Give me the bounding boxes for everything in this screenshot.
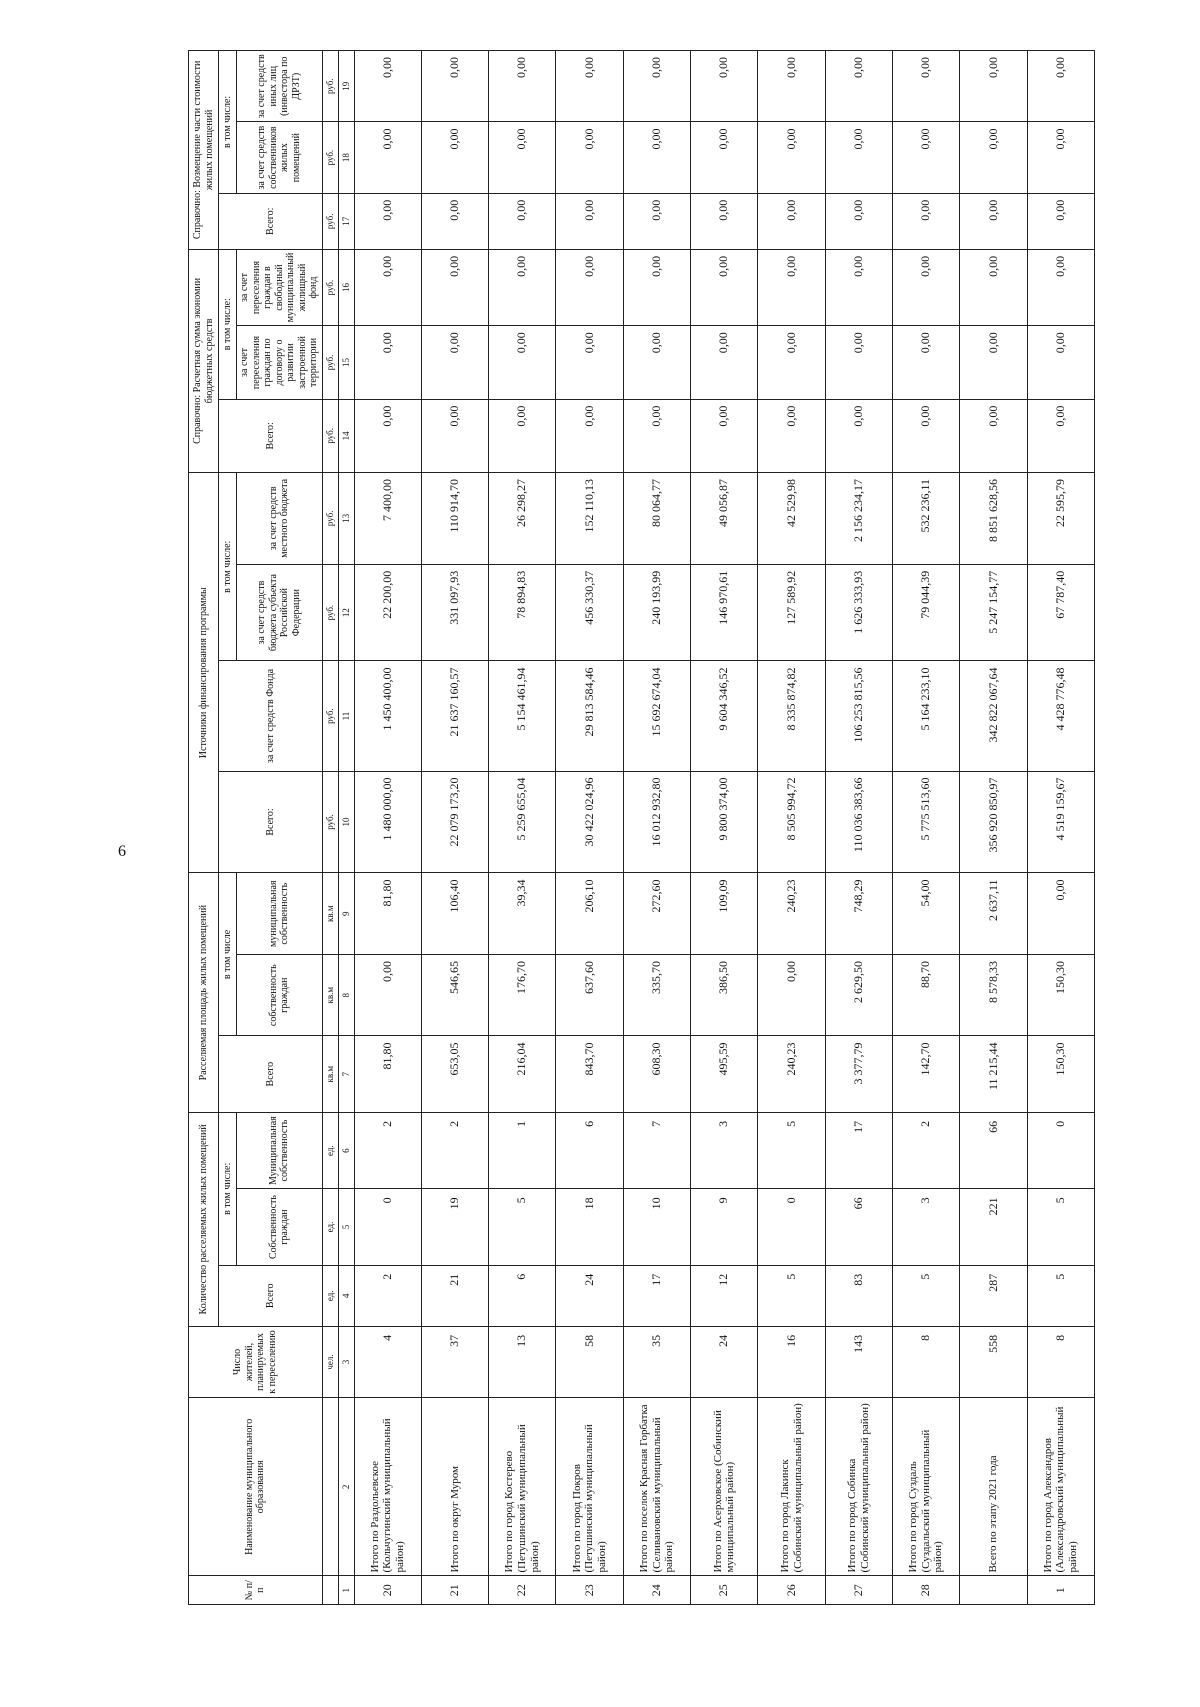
header-count-group: Количество расселяемых жилых помещений [189,1112,219,1326]
cell-fin-local: 49 056,87 [691,472,758,564]
header-fund: за счет средств Фонда [219,661,323,771]
cell-eco-dev: 0,00 [354,326,421,399]
cell-fin-local: 110 914,70 [421,472,488,564]
column-number-cell: 4 [338,1265,354,1326]
cell-comp-total: 0,00 [758,193,825,249]
header-count-citizens: Собственность граждан [237,1189,323,1265]
cell-no: 21 [421,1576,488,1605]
cell-no [960,1576,1027,1605]
cell-name: Итого по Раздольевское (Кольчугинский муниципальный район) [354,1398,421,1576]
unit-cell: кв.м [322,954,338,1036]
cell-cnt-total: 5 [758,1265,825,1326]
cell-fin-total: 5 775 513,60 [893,771,960,873]
header-comp-incl: в том числе: [219,51,237,194]
cell-comp-other: 0,00 [825,51,892,122]
cell-fin-fund: 8 335 874,82 [758,661,825,771]
cell-fin-subj: 331 097,93 [421,564,488,661]
unit-cell: руб. [322,122,338,193]
cell-no: 28 [893,1576,960,1605]
cell-area-cit: 0,00 [354,954,421,1036]
cell-comp-own: 0,00 [960,122,1027,193]
column-number-cell: 8 [338,954,354,1036]
cell-cnt-mun: 2 [893,1112,960,1188]
column-number-cell: 2 [338,1398,354,1576]
cell-eco-total: 0,00 [758,399,825,472]
header-comp-total: Всего: [219,193,323,249]
cell-cnt-mun: 66 [960,1112,1027,1188]
cell-fin-subj: 1 626 333,93 [825,564,892,661]
cell-fin-fund: 342 822 067,64 [960,661,1027,771]
cell-comp-total: 0,00 [825,193,892,249]
cell-eco-dev: 0,00 [691,326,758,399]
unit-cell: ед. [322,1189,338,1265]
cell-cnt-total: 83 [825,1265,892,1326]
cell-name: Всего по этапу 2021 года [960,1398,1027,1576]
header-econ-development: за счет переселения граждан по договору о развитии застроенной территории [237,326,323,399]
header-name: Наименование муниципального образования [189,1398,323,1576]
header-area-municipal: муниципальная собственность [237,873,323,955]
cell-fin-local: 532 236,11 [893,472,960,564]
unit-cell: руб. [322,51,338,122]
cell-no: 1 [1027,1576,1094,1605]
cell-fin-fund: 29 813 584,46 [556,661,623,771]
column-number-cell: 14 [338,399,354,472]
header-subject-budget: за счет средств бюджета субъекта Российской Федерации [237,564,323,661]
cell-fin-subj: 78 894,83 [489,564,556,661]
header-area-citizens: собственность граждан [237,954,323,1036]
header-residents: Число жителей, планируемых к переселению [189,1326,323,1397]
cell-cnt-total: 5 [1027,1265,1094,1326]
table-row [421,51,488,1605]
cell-fin-fund: 5 164 233,10 [893,661,960,771]
cell-fin-local: 26 298,27 [489,472,556,564]
cell-fin-subj: 22 200,00 [354,564,421,661]
cell-eco-free: 0,00 [960,249,1027,325]
cell-fin-local: 22 595,79 [1027,472,1094,564]
cell-area-total: 142,70 [893,1036,960,1112]
cell-residents: 13 [489,1326,556,1397]
cell-eco-total: 0,00 [623,399,690,472]
cell-cnt-total: 24 [556,1265,623,1326]
header-finance-total: Всего: [219,771,323,873]
cell-area-cit: 8 578,33 [960,954,1027,1036]
cell-comp-own: 0,00 [1027,122,1094,193]
resettlement-table [188,50,1095,1605]
cell-eco-free: 0,00 [825,249,892,325]
cell-area-total: 3 377,79 [825,1036,892,1112]
cell-area-mun: 106,40 [421,873,488,955]
cell-comp-other: 0,00 [556,51,623,122]
cell-comp-total: 0,00 [691,193,758,249]
cell-fin-subj: 456 330,37 [556,564,623,661]
table-row [354,51,421,1605]
cell-fin-local: 7 400,00 [354,472,421,564]
cell-fin-subj: 5 247 154,77 [960,564,1027,661]
header-econ-free-fund: за счет переселения граждан в свободный муниципальный жилищный фонд [237,249,323,325]
header-count-incl: в том числе: [219,1112,237,1265]
unit-cell: руб. [322,193,338,249]
cell-fin-total: 22 079 173,20 [421,771,488,873]
cell-area-total: 81,80 [354,1036,421,1112]
column-number-cell: 16 [338,249,354,325]
column-number-cell: 7 [338,1036,354,1112]
column-number-cell: 5 [338,1189,354,1265]
table-body [354,51,1095,1605]
header-economy-incl: в том числе: [219,249,237,399]
cell-cnt-mun: 2 [421,1112,488,1188]
cell-eco-free: 0,00 [691,249,758,325]
column-number-cell: 3 [338,1326,354,1397]
cell-comp-own: 0,00 [758,122,825,193]
cell-comp-other: 0,00 [960,51,1027,122]
page-number: 6 [118,843,126,860]
unit-cell: чел. [322,1326,338,1397]
cell-fin-local: 42 529,98 [758,472,825,564]
header-economy-total: Всего: [219,399,323,472]
cell-cnt-mun: 2 [354,1112,421,1188]
cell-fin-subj: 127 589,92 [758,564,825,661]
column-number-cell: 17 [338,193,354,249]
cell-eco-dev: 0,00 [960,326,1027,399]
cell-comp-other: 0,00 [691,51,758,122]
cell-area-mun: 54,00 [893,873,960,955]
cell-fin-fund: 1 450 400,00 [354,661,421,771]
column-numbers-row [338,51,354,1605]
cell-eco-dev: 0,00 [758,326,825,399]
cell-name: Итого по город Суздаль (Суздальский муниципальный район) [893,1398,960,1576]
cell-fin-local: 8 851 628,56 [960,472,1027,564]
table-row [758,51,825,1605]
cell-residents: 143 [825,1326,892,1397]
cell-fin-local: 2 156 234,17 [825,472,892,564]
cell-fin-fund: 106 253 815,56 [825,661,892,771]
cell-comp-other: 0,00 [1027,51,1094,122]
unit-cell: руб. [322,564,338,661]
cell-no: 26 [758,1576,825,1605]
cell-eco-total: 0,00 [556,399,623,472]
cell-fin-total: 8 505 994,72 [758,771,825,873]
table-row [893,51,960,1605]
cell-no: 22 [489,1576,556,1605]
column-number-cell: 12 [338,564,354,661]
header-compensation-group: Справочно: Возмещение части стоимости жилых помещений [189,51,219,250]
cell-comp-total: 0,00 [421,193,488,249]
cell-area-cit: 2 629,50 [825,954,892,1036]
rotated-table-wrapper [188,50,1095,1605]
cell-area-mun: 0,00 [1027,873,1094,955]
header-area-group: Расселяемая площадь жилых помещений [189,873,219,1112]
cell-fin-total: 9 800 374,00 [691,771,758,873]
header-no: № п/п [189,1576,323,1605]
cell-cnt-cit: 9 [691,1189,758,1265]
cell-name: Итого по город Собинка (Собинский муниципальный район) [825,1398,892,1576]
table-row [1027,51,1094,1605]
cell-name: Итого по поселок Красная Горбатка (Селивановский муниципальный район) [623,1398,690,1576]
cell-area-mun: 39,34 [489,873,556,955]
table-row [623,51,690,1605]
cell-cnt-cit: 221 [960,1189,1027,1265]
cell-comp-own: 0,00 [556,122,623,193]
unit-cell: руб. [322,661,338,771]
cell-cnt-total: 17 [623,1265,690,1326]
cell-comp-other: 0,00 [893,51,960,122]
cell-residents: 8 [893,1326,960,1397]
cell-fin-fund: 4 428 776,48 [1027,661,1094,771]
table-row [691,51,758,1605]
cell-area-cit: 0,00 [758,954,825,1036]
cell-comp-own: 0,00 [623,122,690,193]
cell-comp-own: 0,00 [825,122,892,193]
cell-residents: 16 [758,1326,825,1397]
cell-cnt-cit: 5 [489,1189,556,1265]
header-count-total: Всего [219,1265,323,1326]
cell-no: 25 [691,1576,758,1605]
cell-fin-fund: 5 154 461,94 [489,661,556,771]
cell-fin-fund: 21 637 160,57 [421,661,488,771]
cell-comp-own: 0,00 [354,122,421,193]
header-count-municipal: Муниципальная собственность [237,1112,323,1188]
cell-fin-subj: 67 787,40 [1027,564,1094,661]
header-area-incl: в том числе [219,873,237,1036]
cell-residents: 58 [556,1326,623,1397]
cell-area-total: 843,70 [556,1036,623,1112]
cell-eco-free: 0,00 [1027,249,1094,325]
cell-comp-total: 0,00 [354,193,421,249]
cell-no: 20 [354,1576,421,1605]
cell-eco-total: 0,00 [489,399,556,472]
unit-cell: руб. [322,326,338,399]
unit-cell: руб. [322,771,338,873]
cell-cnt-mun: 3 [691,1112,758,1188]
cell-cnt-cit: 5 [1027,1189,1094,1265]
column-number-cell: 15 [338,326,354,399]
table-row [556,51,623,1605]
column-number-cell: 9 [338,873,354,955]
cell-fin-total: 16 012 932,80 [623,771,690,873]
cell-residents: 24 [691,1326,758,1397]
cell-area-cit: 386,50 [691,954,758,1036]
cell-cnt-cit: 3 [893,1189,960,1265]
cell-cnt-total: 2 [354,1265,421,1326]
cell-area-mun: 748,29 [825,873,892,955]
cell-area-cit: 176,70 [489,954,556,1036]
cell-fin-total: 356 920 850,97 [960,771,1027,873]
header-economy-group: Справочно: Расчетная сумма экономии бюджетных средств [189,249,219,472]
cell-cnt-mun: 17 [825,1112,892,1188]
cell-area-cit: 637,60 [556,954,623,1036]
cell-fin-total: 5 259 655,04 [489,771,556,873]
cell-cnt-mun: 7 [623,1112,690,1188]
cell-cnt-cit: 19 [421,1189,488,1265]
cell-fin-total: 4 519 159,67 [1027,771,1094,873]
column-number-cell: 1 [338,1576,354,1605]
cell-cnt-total: 21 [421,1265,488,1326]
cell-area-total: 240,23 [758,1036,825,1112]
cell-comp-total: 0,00 [893,193,960,249]
cell-area-cit: 150,30 [1027,954,1094,1036]
cell-fin-fund: 9 604 346,52 [691,661,758,771]
cell-comp-total: 0,00 [960,193,1027,249]
cell-fin-local: 80 064,77 [623,472,690,564]
cell-fin-subj: 79 044,39 [893,564,960,661]
cell-comp-own: 0,00 [421,122,488,193]
cell-area-cit: 335,70 [623,954,690,1036]
cell-name: Итого по Асерховское (Собинский муниципальный район) [691,1398,758,1576]
cell-cnt-cit: 10 [623,1189,690,1265]
cell-cnt-mun: 5 [758,1112,825,1188]
cell-fin-total: 1 480 000,00 [354,771,421,873]
cell-fin-fund: 15 692 674,04 [623,661,690,771]
cell-eco-dev: 0,00 [421,326,488,399]
cell-name: Итого по город Лакинск (Собинский муниципальный район) [758,1398,825,1576]
header-comp-owners: за счет средств собственников жилых помещений [237,122,323,193]
cell-eco-total: 0,00 [825,399,892,472]
cell-comp-other: 0,00 [623,51,690,122]
column-number-cell: 13 [338,472,354,564]
column-number-cell: 11 [338,661,354,771]
cell-comp-other: 0,00 [489,51,556,122]
cell-eco-dev: 0,00 [825,326,892,399]
cell-eco-free: 0,00 [489,249,556,325]
unit-cell: ед. [322,1112,338,1188]
cell-area-total: 150,30 [1027,1036,1094,1112]
cell-comp-total: 0,00 [556,193,623,249]
header-area-total: Всего [219,1036,323,1112]
cell-eco-total: 0,00 [893,399,960,472]
unit-cell: ед. [322,1265,338,1326]
cell-eco-total: 0,00 [691,399,758,472]
cell-eco-dev: 0,00 [556,326,623,399]
cell-no: 27 [825,1576,892,1605]
cell-no: 23 [556,1576,623,1605]
cell-eco-free: 0,00 [758,249,825,325]
cell-area-total: 608,30 [623,1036,690,1112]
cell-area-mun: 240,23 [758,873,825,955]
cell-area-cit: 546,65 [421,954,488,1036]
cell-fin-subj: 240 193,99 [623,564,690,661]
cell-comp-total: 0,00 [489,193,556,249]
cell-cnt-total: 6 [489,1265,556,1326]
cell-area-mun: 206,10 [556,873,623,955]
cell-cnt-total: 287 [960,1265,1027,1326]
table-row [960,51,1027,1605]
cell-cnt-total: 12 [691,1265,758,1326]
cell-area-total: 495,59 [691,1036,758,1112]
cell-residents: 4 [354,1326,421,1397]
unit-cell: руб. [322,399,338,472]
cell-area-total: 11 215,44 [960,1036,1027,1112]
cell-cnt-cit: 66 [825,1189,892,1265]
cell-area-total: 216,04 [489,1036,556,1112]
cell-residents: 35 [623,1326,690,1397]
cell-comp-other: 0,00 [354,51,421,122]
column-number-cell: 6 [338,1112,354,1188]
column-number-cell: 10 [338,771,354,873]
cell-eco-total: 0,00 [960,399,1027,472]
table-row [489,51,556,1605]
cell-comp-other: 0,00 [758,51,825,122]
cell-eco-free: 0,00 [354,249,421,325]
cell-cnt-mun: 0 [1027,1112,1094,1188]
cell-eco-free: 0,00 [893,249,960,325]
cell-fin-total: 110 036 383,66 [825,771,892,873]
cell-residents: 37 [421,1326,488,1397]
cell-area-mun: 109,09 [691,873,758,955]
header-comp-other: за счет средств иных лиц (инвестора по ДРЗТ) [237,51,323,122]
cell-area-mun: 81,80 [354,873,421,955]
cell-comp-total: 0,00 [623,193,690,249]
cell-fin-total: 30 422 024,96 [556,771,623,873]
cell-cnt-mun: 6 [556,1112,623,1188]
unit-cell: кв.м [322,1036,338,1112]
header-finance-group: Источники финансирования программы [189,472,219,872]
cell-comp-total: 0,00 [1027,193,1094,249]
cell-eco-total: 0,00 [1027,399,1094,472]
cell-name: Итого по округ Муром [421,1398,488,1576]
cell-cnt-cit: 18 [556,1189,623,1265]
cell-residents: 558 [960,1326,1027,1397]
unit-cell: руб. [322,472,338,564]
cell-eco-dev: 0,00 [623,326,690,399]
table-row [825,51,892,1605]
unit-cell: кв.м [322,873,338,955]
cell-eco-free: 0,00 [556,249,623,325]
cell-residents: 8 [1027,1326,1094,1397]
column-number-cell: 19 [338,51,354,122]
column-number-cell: 18 [338,122,354,193]
unit-cell: руб. [322,249,338,325]
cell-name: Итого по город Костерево (Петушинский муниципальный район) [489,1398,556,1576]
cell-area-cit: 88,70 [893,954,960,1036]
cell-eco-free: 0,00 [421,249,488,325]
cell-comp-other: 0,00 [421,51,488,122]
cell-area-total: 653,05 [421,1036,488,1112]
cell-eco-dev: 0,00 [489,326,556,399]
cell-cnt-mun: 1 [489,1112,556,1188]
cell-name: Итого по город Покров (Петушинский муниципальный район) [556,1398,623,1576]
cell-name: Итого по город Александров (Александровский муниципальный район) [1027,1398,1094,1576]
cell-eco-free: 0,00 [623,249,690,325]
cell-eco-total: 0,00 [421,399,488,472]
cell-no: 24 [623,1576,690,1605]
cell-area-mun: 2 637,11 [960,873,1027,955]
cell-comp-own: 0,00 [691,122,758,193]
cell-eco-total: 0,00 [354,399,421,472]
header-finance-incl: в том числе: [219,472,237,661]
cell-cnt-cit: 0 [354,1189,421,1265]
cell-area-mun: 272,60 [623,873,690,955]
cell-eco-dev: 0,00 [893,326,960,399]
cell-fin-local: 152 110,13 [556,472,623,564]
cell-cnt-cit: 0 [758,1189,825,1265]
cell-cnt-total: 5 [893,1265,960,1326]
cell-eco-dev: 0,00 [1027,326,1094,399]
cell-comp-own: 0,00 [893,122,960,193]
cell-comp-own: 0,00 [489,122,556,193]
header-local-budget: за счет средств местного бюджета [237,472,323,564]
units-row [322,51,338,1605]
cell-fin-subj: 146 970,61 [691,564,758,661]
